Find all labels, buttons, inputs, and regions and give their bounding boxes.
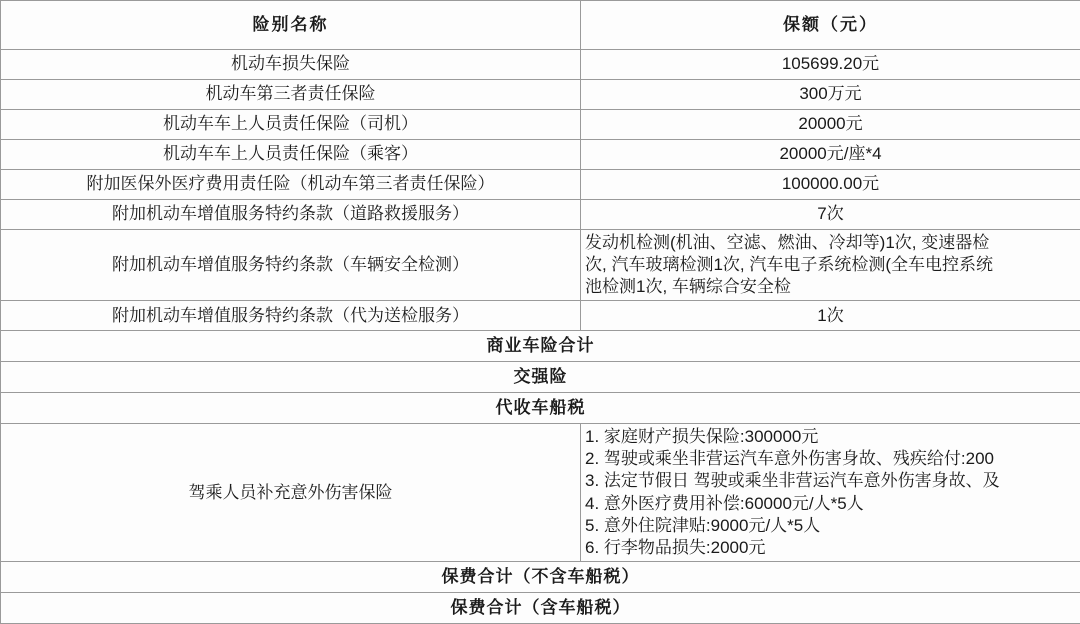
row-name: 机动车车上人员责任保险（乘客） [1,140,581,170]
passenger-item-4: 4. 意外医疗费用补偿:60000元/人*5人 [585,493,1076,515]
total-row-excluding-tax [1,561,1080,592]
summary-row-commercial [1,331,1080,362]
summary-label: 商业车险合计 [1,331,1080,362]
row-name: 机动车车上人员责任保险（司机） [1,110,581,140]
table-row [1,80,1080,110]
summary-label: 交强险 [1,362,1080,393]
table-row-safety-check [1,230,1080,301]
row-amount-list [581,424,1080,562]
table-row [1,50,1080,80]
row-amount: 20000元/座*4 [581,140,1080,170]
row-name: 机动车第三者责任保险 [1,80,581,110]
passenger-item-5: 5. 意外住院津贴:9000元/人*5人 [585,515,1076,537]
header-cell-name: 险别名称 [1,1,581,50]
row-name: 附加机动车增值服务特约条款（车辆安全检测） [1,230,581,301]
row-name: 驾乘人员补充意外伤害保险 [1,424,581,562]
passenger-item-1: 1. 家庭财产损失保险:300000元 [585,426,1076,448]
header-cell-amount: 保额（元） [581,1,1080,50]
safety-line-3: 池检测1次, 车辆综合安全检 [585,276,1076,298]
row-amount: 7次 [581,200,1080,230]
passenger-item-6: 6. 行李物品损失:2000元 [585,537,1076,559]
row-name: 附加机动车增值服务特约条款（道路救援服务） [1,200,581,230]
row-name: 机动车损失保险 [1,50,581,80]
row-amount: 300万元 [581,80,1080,110]
row-amount: 105699.20元 [581,50,1080,80]
row-amount-multiline [581,230,1080,301]
passenger-item-3: 3. 法定节假日 驾驶或乘坐非营运汽车意外伤害身故、及 [585,470,1076,492]
row-amount: 1次 [581,301,1080,331]
table-row [1,200,1080,230]
row-name: 附加机动车增值服务特约条款（代为送检服务） [1,301,581,331]
table-row-passenger-accident [1,424,1080,562]
safety-line-1: 发动机检测(机油、空滤、燃油、冷却等)1次, 变速器检 [585,232,1076,254]
table-row [1,301,1080,331]
total-label: 保费合计（含车船税） [1,592,1080,623]
summary-label: 代收车船税 [1,393,1080,424]
total-row-including-tax [1,592,1080,623]
row-name: 附加医保外医疗费用责任险（机动车第三者责任保险） [1,170,581,200]
safety-line-2: 次, 汽车玻璃检测1次, 汽车电子系统检测(全车电控系统 [585,254,1076,276]
summary-row-compulsory [1,362,1080,393]
table-header-row [1,1,1080,50]
table-row [1,140,1080,170]
passenger-item-2: 2. 驾驶或乘坐非营运汽车意外伤害身故、残疾给付:200 [585,448,1076,470]
row-amount: 20000元 [581,110,1080,140]
table-row [1,110,1080,140]
total-label: 保费合计（不含车船税） [1,561,1080,592]
row-amount: 100000.00元 [581,170,1080,200]
summary-row-vehicle-tax [1,393,1080,424]
table-row [1,170,1080,200]
